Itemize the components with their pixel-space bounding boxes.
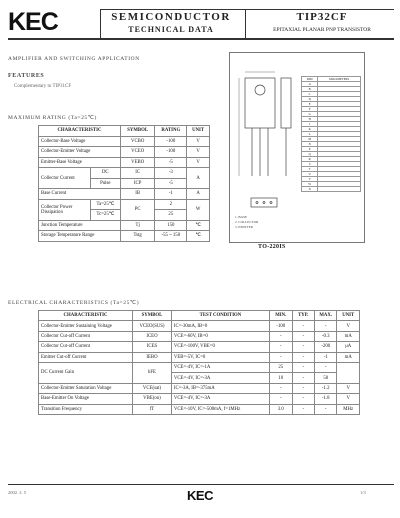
cell-max: - <box>314 404 336 414</box>
pin-label-1: 1. BASE <box>235 215 248 219</box>
dim-cell: P <box>302 147 318 152</box>
footer-date: 2002. 2. 5 <box>8 490 26 495</box>
dim-header: DIM <box>302 77 318 82</box>
max-rating-title: MAXIMUM RATING (Ta=25℃) <box>8 115 97 121</box>
header-title: SEMICONDUCTOR <box>111 11 231 23</box>
cell-label: Collector Cut-off Current <box>39 331 133 341</box>
mm-header: MILLIMETERS <box>318 77 361 82</box>
table-row <box>39 404 360 414</box>
dim-cell: G <box>302 112 318 117</box>
cell-sublabel: Ta=25℃ <box>90 199 120 210</box>
cell-label: Transition Frequency <box>39 404 133 414</box>
application-text: AMPLIFIER AND SWITCHING APPLICATION <box>8 56 140 62</box>
cell-condition: VCE=-4V, IC=-1A <box>171 362 269 372</box>
cell-rating: 25 <box>155 210 187 221</box>
cell-typ: - <box>292 383 314 393</box>
cell-symbol: ICP <box>120 178 154 189</box>
dim-cell: U <box>302 172 318 177</box>
cell-unit <box>337 362 360 383</box>
dim-cell: C <box>302 92 318 97</box>
header-title-block <box>102 11 240 35</box>
cell-unit: V <box>187 157 210 168</box>
cell-unit: V <box>187 147 210 158</box>
features-title: FEATURES <box>8 73 45 79</box>
cell-min: - <box>270 383 292 393</box>
cell-max: -1.2 <box>314 383 336 393</box>
cell-condition: VCE=-10V, IC=-500mA, f=1MHz <box>171 404 269 414</box>
col-symbol: SYMBOL <box>133 311 172 321</box>
pin-dot-1 <box>256 202 258 204</box>
dim-cell: H <box>302 117 318 122</box>
cell-symbol: VCE(sat) <box>133 383 172 393</box>
cell-unit: V <box>187 136 210 147</box>
col-rating: RATING <box>155 126 187 137</box>
cell-unit: ℃ <box>187 220 210 231</box>
header-part-block <box>250 11 394 35</box>
cell-rating: -5 <box>155 178 187 189</box>
table-header-row <box>39 311 360 321</box>
cell-symbol: VEBO <box>120 157 154 168</box>
table-row <box>39 168 210 179</box>
table-row <box>39 189 210 200</box>
cell-label: Emitter Cut-off Current <box>39 352 133 362</box>
feature-item: Complementary to TIP31CF <box>14 84 72 89</box>
table-row <box>302 187 361 192</box>
cell-typ: - <box>292 331 314 341</box>
table-row <box>39 362 360 372</box>
cell-unit: mA <box>337 352 360 362</box>
pin-label-2: 2. COLLECTOR <box>235 220 259 224</box>
dim-cell: L <box>302 132 318 137</box>
electrical-title: ELECTRICAL CHARACTERISTICS (Ta=25℃) <box>8 300 140 306</box>
cell-max: - <box>314 321 336 331</box>
cell-label: Emitter-Base Voltage <box>39 157 121 168</box>
cell-symbol: PC <box>120 199 154 220</box>
cell-symbol: fT <box>133 404 172 414</box>
dim-cell: K <box>302 127 318 132</box>
cell-rating: -5 <box>155 157 187 168</box>
mounting-hole <box>255 85 265 95</box>
cell-typ: - <box>292 373 314 383</box>
cell-min: - <box>270 331 292 341</box>
cell-symbol: Tstg <box>120 231 154 242</box>
header-subtitle: TECHNICAL DATA <box>128 25 214 34</box>
dimension-table <box>301 76 361 192</box>
header-divider-1 <box>100 9 101 38</box>
cell-typ: - <box>292 342 314 352</box>
col-symbol: SYMBOL <box>120 126 154 137</box>
dim-cell: W <box>302 182 318 187</box>
cell-label-line1: Collector Power <box>41 204 73 210</box>
cell-unit: V <box>337 394 360 404</box>
dim-cell: T <box>302 167 318 172</box>
footer-rule <box>8 484 394 485</box>
cell-rating: -100 <box>155 147 187 158</box>
pin-dot-3 <box>270 202 272 204</box>
table-header-row <box>39 126 210 137</box>
cell-min: - <box>270 394 292 404</box>
cell-max: - <box>314 362 336 372</box>
cell-min: - <box>270 342 292 352</box>
dim-cell: Q <box>302 152 318 157</box>
cell-symbol: ICEO <box>133 331 172 341</box>
dim-cell: N <box>302 142 318 147</box>
cell-condition: VCE=-4V, IC=-3A <box>171 394 269 404</box>
cell-label: Collector Current <box>39 168 91 189</box>
cell-rating: -1 <box>155 189 187 200</box>
dim-cell: F <box>302 107 318 112</box>
cell-min: -100 <box>270 321 292 331</box>
cell-label: Base Current <box>39 189 121 200</box>
col-min: MIN. <box>270 311 292 321</box>
cell-rating: -100 <box>155 136 187 147</box>
cell-typ: - <box>292 321 314 331</box>
kec-logo: KEC <box>8 8 58 36</box>
cell-unit: A <box>187 189 210 200</box>
bottom-view-body <box>251 198 277 207</box>
table-row <box>39 231 210 242</box>
cell-label: DC Current Gain <box>39 362 133 383</box>
cell-condition: VCE=-60V, IB=0 <box>171 331 269 341</box>
dim-cell: J <box>302 122 318 127</box>
package-name: TO-220IS <box>258 244 286 250</box>
cell-unit: μA <box>337 342 360 352</box>
cell-unit: V <box>337 383 360 393</box>
cell-max: -1 <box>314 352 336 362</box>
header-divider-2 <box>245 9 246 38</box>
cell-label: Collector-Emitter Saturation Voltage <box>39 383 133 393</box>
cell-unit: ℃ <box>187 231 210 242</box>
cell-max: -200 <box>314 342 336 352</box>
cell-unit: W <box>187 199 210 220</box>
cell-label: Base-Emitter On Voltage <box>39 394 133 404</box>
cell-max: -1.8 <box>314 394 336 404</box>
cell-symbol: IEBO <box>133 352 172 362</box>
cell-condition: VCE=-4V, IC=-3A <box>171 373 269 383</box>
table-row <box>39 342 360 352</box>
cell-unit: A <box>187 168 210 189</box>
cell-label: Collector Cut-off Current <box>39 342 133 352</box>
dim-cell: D <box>302 97 318 102</box>
cell-label: Collector-Base Voltage <box>39 136 121 147</box>
cell-symbol: VCBO <box>120 136 154 147</box>
cell-symbol: VCEO <box>120 147 154 158</box>
cell-typ: - <box>292 404 314 414</box>
col-characteristic: CHARACTERISTIC <box>39 126 121 137</box>
cell-symbol: IC <box>120 168 154 179</box>
header-bottom-rule <box>8 38 394 40</box>
cell-label: Junction Temperature <box>39 220 121 231</box>
cell-symbol: VCEO(SUS) <box>133 321 172 331</box>
dim-cell: E <box>302 102 318 107</box>
part-number: TIP32CF <box>296 11 348 23</box>
cell-symbol: hFE <box>133 362 172 383</box>
dim-cell: M <box>302 137 318 142</box>
side-view-body <box>281 78 291 128</box>
cell-min: 25 <box>270 362 292 372</box>
footer-kec-logo: KEC <box>187 488 213 503</box>
table-row <box>39 352 360 362</box>
cell-sublabel: Pulse <box>90 178 120 189</box>
cell-symbol: VBE(on) <box>133 394 172 404</box>
col-test-condition: TEST CONDITION <box>171 311 269 321</box>
cell-rating: 2 <box>155 199 187 210</box>
cell-label: Storage Temperature Range <box>39 231 121 242</box>
cell-sublabel: DC <box>90 168 120 179</box>
table-row <box>39 199 210 210</box>
cell-min: 10 <box>270 373 292 383</box>
table-row <box>39 136 210 147</box>
dim-cell: V <box>302 177 318 182</box>
cell-label: Collector-Emitter Voltage <box>39 147 121 158</box>
cell-condition: IC=-3A, IB=-375mA <box>171 383 269 393</box>
table-row <box>39 157 210 168</box>
cell-unit: V <box>337 321 360 331</box>
cell-symbol: ICES <box>133 342 172 352</box>
cell-typ: - <box>292 394 314 404</box>
header-top-rule <box>100 9 394 10</box>
cell-unit: MHz <box>337 404 360 414</box>
dim-cell: B <box>302 87 318 92</box>
part-description: EPITAXIAL PLANAR PNP TRANSISTOR <box>273 27 371 33</box>
cell-label: Collector-Emitter Sustaining Voltage <box>39 321 133 331</box>
cell-rating: -3 <box>155 168 187 179</box>
cell-typ: - <box>292 362 314 372</box>
cell-condition: VCE=-100V, VBE=0 <box>171 342 269 352</box>
cell-typ: - <box>292 352 314 362</box>
cell-min: 3.0 <box>270 404 292 414</box>
dim-cell: S <box>302 162 318 167</box>
cell-symbol: IB <box>120 189 154 200</box>
cell-condition: IC=-30mA, IB=0 <box>171 321 269 331</box>
col-characteristic: CHARACTERISTIC <box>39 311 133 321</box>
table-row <box>39 220 210 231</box>
table-row <box>39 321 360 331</box>
cell-unit: mA <box>337 331 360 341</box>
cell-min: - <box>270 352 292 362</box>
table-row <box>39 147 210 158</box>
cell-symbol: Tj <box>120 220 154 231</box>
col-max: MAX. <box>314 311 336 321</box>
package-body <box>245 78 275 128</box>
electrical-table <box>38 310 360 415</box>
cell-label <box>39 199 91 220</box>
table-row <box>39 383 360 393</box>
table-row <box>39 394 360 404</box>
cell-rating: -55 ~ 150 <box>155 231 187 242</box>
footer-page: 1/3 <box>360 490 366 495</box>
cell-max: 50 <box>314 373 336 383</box>
dim-cell: R <box>302 157 318 162</box>
col-unit: UNIT <box>337 311 360 321</box>
pin-label-3: 3. EMITTER <box>235 225 254 229</box>
dim-cell: A <box>302 82 318 87</box>
col-unit: UNIT <box>187 126 210 137</box>
cell-condition: VEB=-5V, IC=0 <box>171 352 269 362</box>
pin-dot-2 <box>263 202 265 204</box>
cell-sublabel: Tc=25℃ <box>90 210 120 221</box>
col-typ: TYP. <box>292 311 314 321</box>
dim-cell: X <box>302 187 318 192</box>
cell-label-line2: Dissipation <box>41 209 63 215</box>
max-rating-table <box>38 125 210 242</box>
cell-rating: 150 <box>155 220 187 231</box>
table-row <box>39 331 360 341</box>
cell-max: -0.3 <box>314 331 336 341</box>
